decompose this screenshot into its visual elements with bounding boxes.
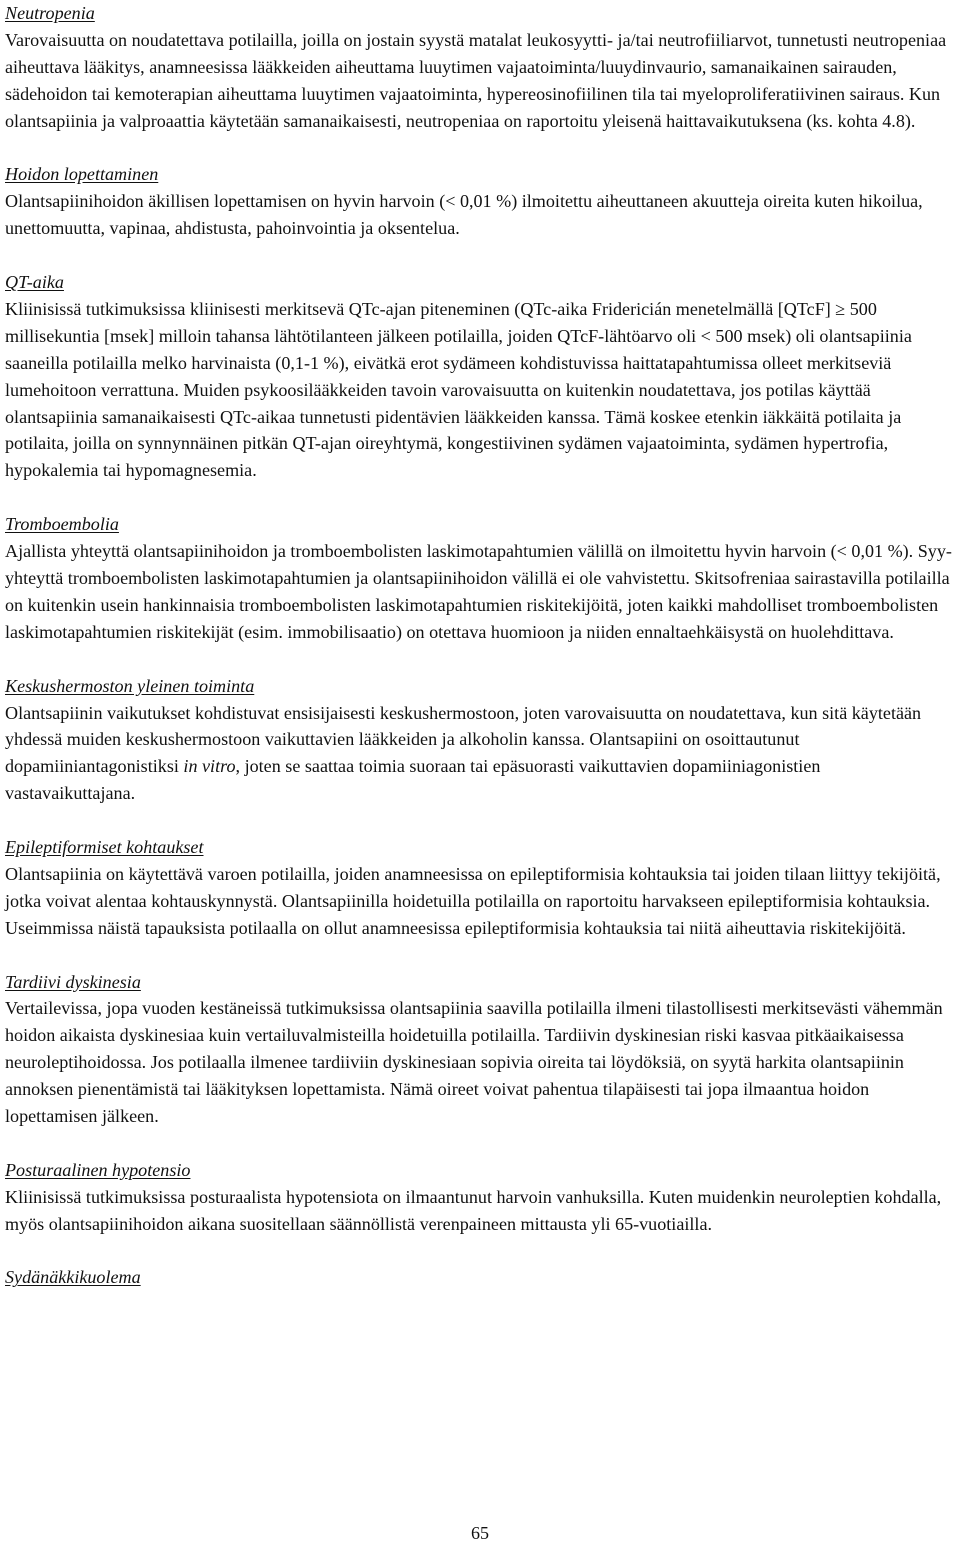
section-tromboembolia: [5, 511, 955, 646]
section-paragraph: Olantsapiinia on käytettävä varoen potilailla, joiden anamneesissa on epileptiformisia kohtauksia tai joiden tilaan liittyy tekijöitä, jotka voivat alentaa kohtauskynnystä. Olantsapiinilla hoidetuilla potilailla on raportoitu harvakseen epileptiformisia kohtauksia. Useimmissa näistä tapauksista potilaalla on ollut anamneesissa epileptiformisia kohtauksia tai niitä aiheuttavia riskitekijöitä.: [5, 863, 941, 938]
section-qt-aika: [5, 269, 955, 484]
paragraph-text: Olantsapiinin vaikutukset kohdistuvat ensisijaisesti keskushermostoon, joten varovaisuutta on noudatettava, kun sitä käytetään yhdessä muiden keskushermostoon vaikuttavien lääkkeiden ja alkoholin kanssa. Olantsapiini on osoittautunut dopamiiniantagonistiksi: [5, 702, 922, 777]
section-heading: Tardiivi dyskinesia: [5, 971, 141, 992]
section-heading: Epileptiformiset kohtaukset: [5, 837, 204, 858]
section-neutropenia: [5, 0, 955, 135]
section-heading: Tromboembolia: [5, 514, 119, 535]
section-epileptiformiset: [5, 834, 955, 942]
section-heading: QT-aika: [5, 272, 64, 293]
spacer: [5, 242, 955, 269]
section-hoidon-lopettaminen: [5, 161, 955, 242]
section-heading: Posturaalinen hypotensio: [5, 1159, 191, 1180]
section-paragraph: Kliinisissä tutkimuksissa kliinisesti merkitsevä QTc-ajan piteneminen (QTc-aika Fridericián menetelmällä [QTcF] ≥ 500 millisekuntia [msek] milloin tahansa lähtötilanteen jälkeen potilailla, joiden QTcF-lähtöarvo oli < 500 msek) oli olantsapiinia saaneilla potilailla melko harvinaista (0,1-1 %), eivätkä erot sydämeen kohdistuvissa haittatapahtumissa olleet merkitseviä lumehoitoon verrattuna. Muiden psykoosilääkkeiden tavoin varovaisuutta on kuitenkin noudatettava, jos potilas käyttää olantsapiinia samanaikaisesti QTc-aikaa tunnetusti pidentävien lääkkeiden kanssa. Tämä koskee etenkin iäkkäitä potilaita ja potilaita, joilla on synnynnäinen pitkän QT-ajan oireyhtymä, kongestiivinen sydämen vajaatoiminta, sydämen hypertrofia, hypokalemia tai hypomagnesemia.: [5, 298, 912, 481]
section-posturaalinen-hypotensio: [5, 1157, 955, 1238]
section-heading: Neutropenia: [5, 3, 95, 23]
spacer: [5, 135, 955, 162]
section-heading: Sydänäkkikuolema: [5, 1267, 141, 1288]
section-sydanakkikuolema: [5, 1264, 955, 1291]
spacer: [5, 484, 955, 511]
spacer: [5, 1238, 955, 1265]
page-number: 65: [471, 1523, 489, 1543]
paragraph-text: , joten se saattaa toimia suoraan tai epäsuorasti vaikuttavien dopamiiniagonistien vastavaikuttajana.: [5, 756, 821, 804]
section-paragraph: Varovaisuutta on noudatettava potilailla, joilla on jostain syystä matalat leukosyytti- ja/tai neutrofiiliarvot, tunnetusti neutropeniaa aiheuttava lääkitys, anamneesissa lääkkeiden aiheuttama luuytimen vajaatoiminta/luuydinvaurio, samanaikainen sairauden, sädehoidon tai kemoterapian aiheuttama luuytimen vajaatoiminta, hypereosinofiilinen tila tai myeloproliferatiivinen sairaus. Kun olantsapiinia ja valproaattia käytetään samanaikaisesti, neutropeniaa on raportoitu yleisenä haittavaikutuksena (ks. kohta 4.8).: [5, 29, 947, 131]
section-paragraph: Ajallista yhteyttä olantsapiinihoidon ja tromboembolisten laskimotapahtumien välillä on ilmoitettu hyvin harvoin (< 0,01 %). Syy-yhteyttä tromboembolisten laskimotapahtumien ja olantsapiinihoidon välillä ei ole vahvistettu. Skitsofreniaa sairastavilla potilailla on kuitenkin usein hankinnaisia tromboembolisten laskimotapahtumien riskitekijöitä, joten kaikki mahdolliset tromboembolisten laskimotapahtumien riskitekijät (esim. immobilisaatio) on otettava huomioon ja niiden ennaltaehkäisystä on huolehdittava.: [5, 541, 952, 642]
document-page: [5, 0, 955, 1291]
spacer: [5, 646, 955, 673]
spacer: [5, 942, 955, 969]
section-paragraph: Kliinisissä tutkimuksissa posturaalista hypotensiota on ilmaantunut harvoin vanhuksilla. Kuten muidenkin neuroleptien kohdalla, myös olantsapiinihoidon aikana suositellaan säännöllistä verenpaineen mittausta yli 65-vuotiailla.: [5, 1186, 942, 1234]
section-heading: Hoidon lopettaminen: [5, 164, 159, 185]
section-paragraph: [5, 700, 955, 808]
section-tardiivi-dyskinesia: [5, 969, 955, 1130]
spacer: [5, 1130, 955, 1157]
spacer: [5, 807, 955, 834]
section-heading: Keskushermoston yleinen toiminta: [5, 675, 255, 696]
section-paragraph: Olantsapiinihoidon äkillisen lopettamisen on hyvin harvoin (< 0,01 %) ilmoitettu aiheuttaneen akuutteja oireita kuten hikoilua, unettomuutta, vapinaa, ahdistusta, pahoinvointia ja oksentelua.: [5, 191, 923, 239]
italic-term: in vitro: [183, 756, 236, 777]
section-keskushermosto: [5, 673, 955, 808]
section-paragraph: Vertailevissa, jopa vuoden kestäneissä tutkimuksissa olantsapiinia saavilla potilailla ilmeni tilastollisesti merkitsevästi vähemmän hoidon aikaista dyskinesiaa kuin vertailuvalmisteilla hoidetuilla potilailla. Tardiivin dyskinesian riski kasvaa pitkäaikaisessa neuroleptihoidossa. Jos potilaalla ilmenee tardiiviin dyskinesiaan sopivia oireita tai löydöksiä, on syytä harkita olantsapiinin annoksen pienentämistä tai lääkityksen lopettamista. Nämä oireet voivat pahentua tilapäisesti tai jopa ilmaantua hoidon lopettamisen jälkeen.: [5, 998, 943, 1127]
